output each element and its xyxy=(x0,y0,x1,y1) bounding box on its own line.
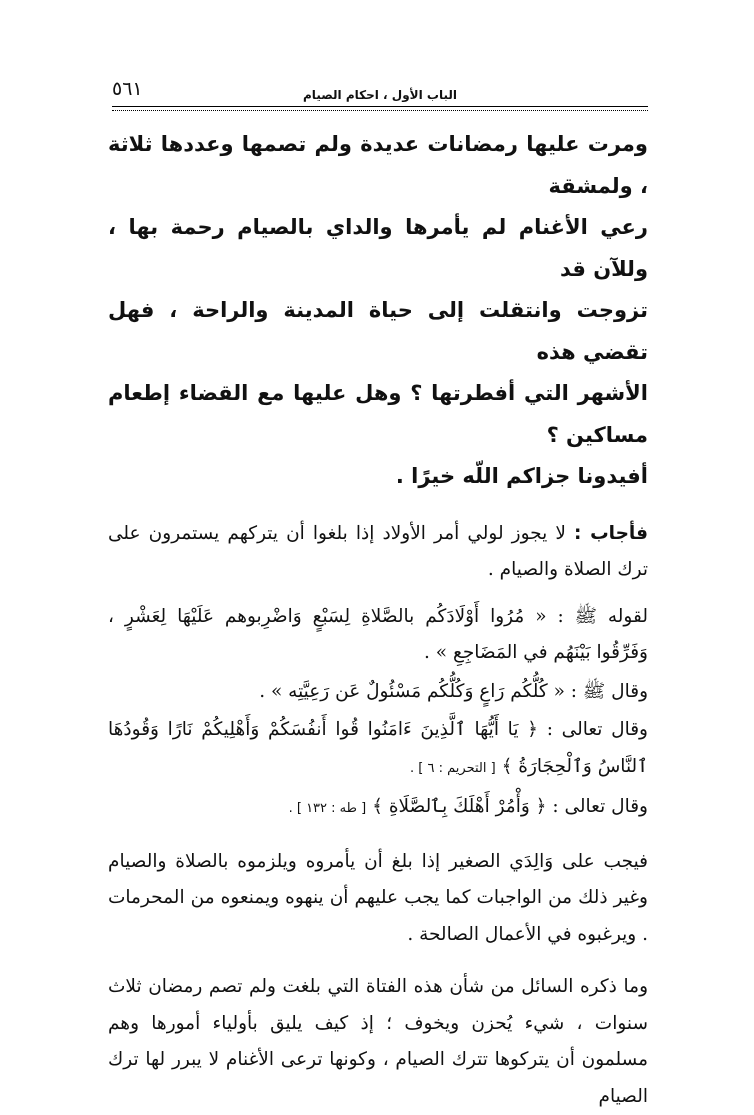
chapter-title: الباب الأول ، احكام الصيام xyxy=(303,88,457,102)
question-block xyxy=(108,124,648,498)
header-rule xyxy=(112,106,648,107)
hadith-paragraph: وقال ﷺ : « كُلُّكُم رَاعٍ وَكُلُّكُم مَسْئُولٌ عَن رَعِيَّتِه » . xyxy=(259,680,648,702)
page-number: ٥٦١ xyxy=(112,78,143,100)
verse-reference: [ التحريم : ٦ ] . xyxy=(410,760,496,776)
answer-text: لا يجوز لولي أمر الأولاد إذا بلغوا أن يتركهم يستمرون على ترك الصلاة والصيام . xyxy=(108,522,648,580)
verse-text: وقال تعالى : ﴿ يَا أَيُّهَا ٱلَّذِينَ ءَامَنُوا قُوا أَنفُسَكُمْ وَأَهْلِيكُمْ نَارًا وَقُودُهَا ٱلنَّاسُ وَٱلْحِجَارَةُ ﴾ xyxy=(108,719,648,777)
question-line: الأشهر التي أفطرتها ؟ وهل عليها مع القضاء إطعام مساكين ؟ xyxy=(108,381,648,447)
answer-label: فأجاب : xyxy=(574,522,648,544)
verse-text: وقال تعالى : ﴿ وَأْمُرْ أَهْلَكَ بِٱلصَّلَاةِ ﴾ xyxy=(372,796,648,817)
hadith-paragraph: لقوله ﷺ : « مُرُوا أَوْلَادَكُم بالصَّلاةِ لِسَبْعٍ وَاضْرِبوهم عَلَيْهَا لِعَشْرٍ ، وَفَرِّقُوا بَيْنَهُم في المَضَاجِعِ » . xyxy=(108,605,648,663)
question-line: رعي الأغنام لم يأمرها والداي بالصيام رحمة بها ، وللآن قد xyxy=(108,215,648,281)
header-rule-dotted xyxy=(112,110,648,111)
question-line: تزوجت وانتقلت إلى حياة المدينة والراحة ، فهل تقضي هذه xyxy=(108,298,648,364)
verse-paragraph xyxy=(108,712,648,787)
question-line: ومرت عليها رمضانات عديدة ولم تصمها وعددها ثلاثة ، ولمشقة xyxy=(108,132,648,198)
ruling-paragraph: فيجب على وَالِدَي الصغير إذا بلغ أن يأمروه ويلزموه بالصلاة والصيام وغير ذلك من الواجبات كما يجب عليهم أن ينهوه ويمنعوه من المحرمات . ويرغبوه في الأعمال الصالحة . xyxy=(108,850,648,945)
verse-paragraph xyxy=(108,789,648,828)
verse-reference: [ طه : ١٣٢ ] . xyxy=(288,801,367,816)
commentary-paragraph: وما ذكره السائل من شأن هذه الفتاة التي بلغت ولم تصم رمضان ثلاث سنوات ، شيء يُحزن ويخوف ؛ إذ كيف يليق بأولياء أمورها وهم مسلمون أن يتركوها تترك الصيام ، وكونها ترعى الأغنام لا يبرر لها ترك الصيام xyxy=(108,976,648,1107)
page-content xyxy=(108,124,648,1115)
answer-block xyxy=(108,516,648,1115)
answer-paragraph xyxy=(108,516,648,589)
question-line: أفيدونا جزاكم اللّه خيرًا . xyxy=(395,464,648,488)
running-header xyxy=(112,74,648,106)
